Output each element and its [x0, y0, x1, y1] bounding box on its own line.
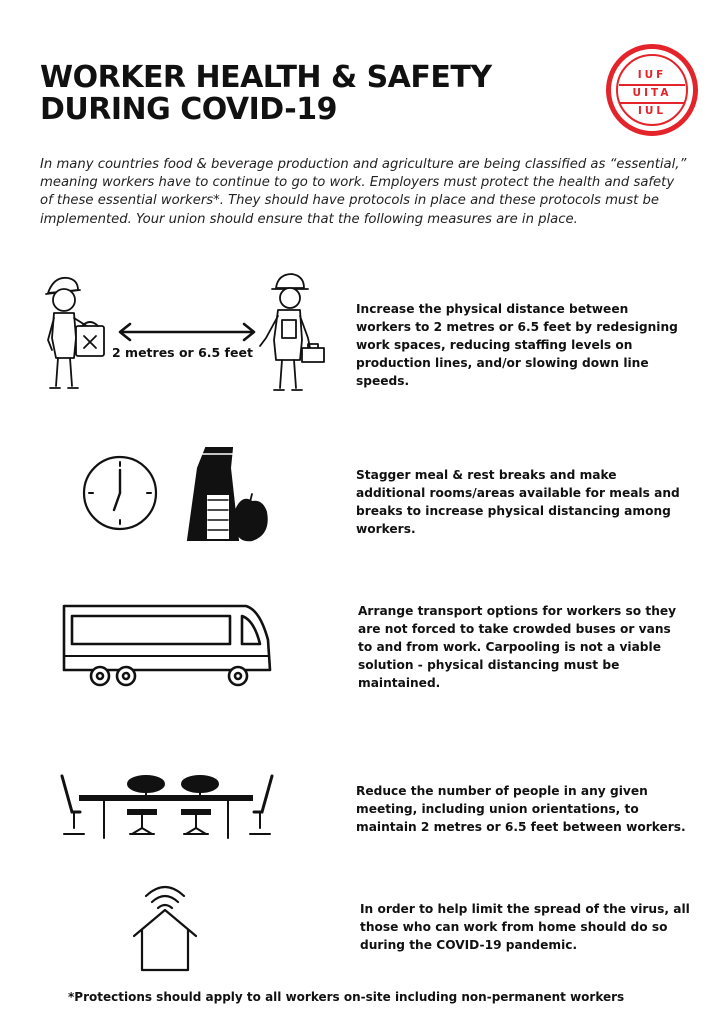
- title-line-2: DURING COVID-19: [40, 92, 337, 127]
- item-5-text: In order to help limit the spread of the virus, all those who can work from home should do so during the COVID-19 pandemic.: [360, 902, 690, 952]
- intro-paragraph: In many countries food & beverage production and agriculture are being classified as “essential,” meaning workers have to continue to go to work. Employers must protect the health and safety of these essential workers*. They should have protocols in place and these protocols must be implemented. Your union should ensure that the following measures are in place.: [40, 157, 687, 227]
- page-title: [40, 62, 560, 126]
- clock-and-meal-icon: [80, 440, 280, 546]
- footnote: *Protections should apply to all workers on-site including non-permanent workers: [68, 990, 625, 1004]
- bus-icon: [58, 600, 278, 694]
- item-1-text: Increase the physical distance between workers to 2 metres or 6.5 feet by redesigning work spaces, reducing staffing levels on production lines, and/or slowing down line speeds.: [356, 302, 678, 388]
- logo-text-iuf: IUF: [637, 69, 667, 81]
- distance-label: 2 metres or 6.5 feet: [112, 345, 253, 360]
- meal-bag-icon: [188, 448, 267, 540]
- home-wifi-icon: [130, 880, 200, 974]
- logo-text-iul: IUL: [637, 105, 667, 117]
- item-4-text: Reduce the number of people in any given meeting, including union orientations, to maintain 2 metres or 6.5 feet between workers.: [356, 784, 686, 834]
- iuf-logo: [606, 44, 698, 136]
- clock-icon: [84, 457, 156, 529]
- item-3-text: Arrange transport options for workers so they are not forced to take crowded buses or vans to and from work. Carpooling is not a viable solution - physical distancing must be maintained.: [358, 604, 677, 690]
- house-icon: [134, 910, 196, 970]
- worker-left-icon: [46, 278, 104, 388]
- logo-text-uita: UITA: [632, 87, 672, 99]
- workers-distance-icon: [38, 268, 328, 398]
- item-2-text: Stagger meal & rest breaks and make additional rooms/areas available for meals and breaks to increase physical distancing among workers.: [356, 468, 680, 536]
- wifi-icon: [146, 887, 184, 908]
- meeting-table-icon: [52, 766, 282, 846]
- title-line-1: WORKER HEALTH & SAFETY: [40, 60, 492, 95]
- double-arrow-icon: [120, 324, 254, 340]
- worker-right-icon: [260, 274, 324, 390]
